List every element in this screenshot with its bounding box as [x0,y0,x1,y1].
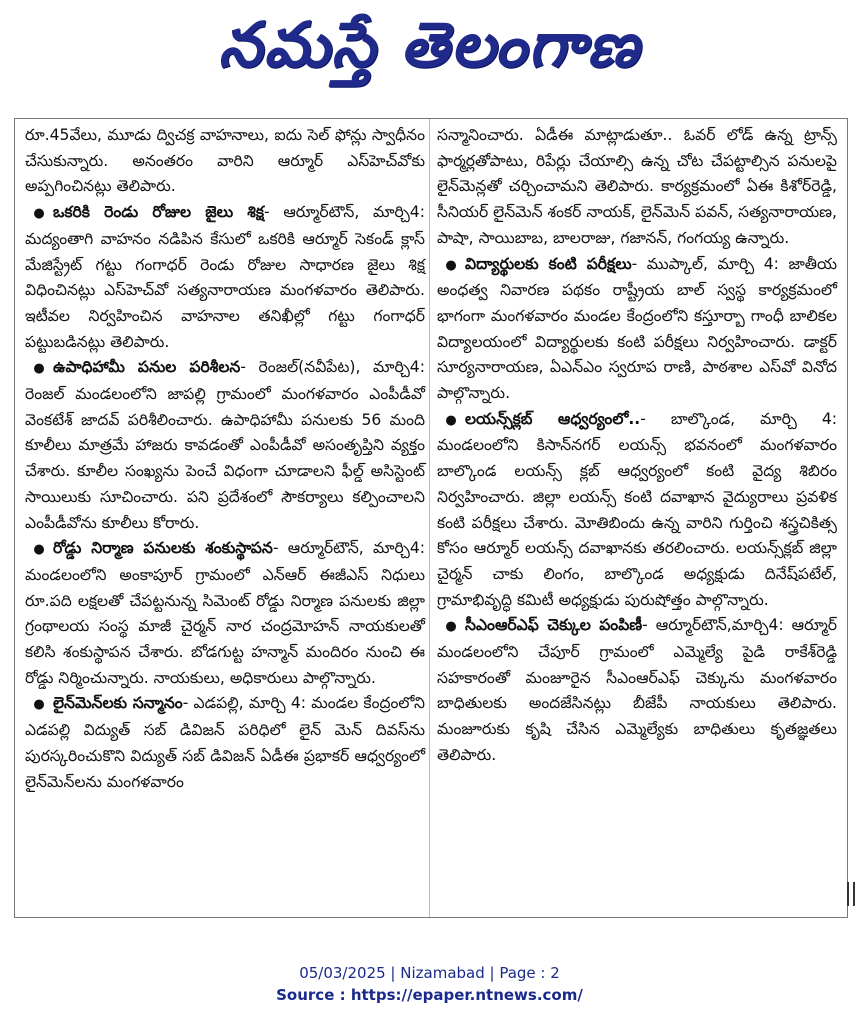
news-dateline: - బాల్కొండ, మార్చి 4: [640,409,838,428]
news-item [437,407,837,614]
newspaper-title: నమస్తే తెలంగాణ [218,8,641,81]
edition-info: 05/03/2025 | Nizamabad | Page : 2 [299,964,560,982]
news-headline: లయన్స్‌క్లబ్ ఆధ్వర్యంలో.. [465,409,641,428]
left-column [25,123,425,795]
news-item [437,613,837,768]
bullet-icon: ● [33,697,45,713]
news-headline: రోడ్డు నిర్మాణ పనులకు శంకుస్థాపన [53,539,273,558]
news-item [25,691,425,795]
right-intro-text: సన్మానించారు. ఏడీఈ మాట్లాడుతూ.. ఓవర్ లోడ్ ఉన్న ట్రాన్స్ ఫార్మర్లతోపాటు, రిపేర్లు చేయాల్సి ఉన్న చోట చేపట్టాల్సిన పనులపై లైన్‌మెన్లతో చర్చించామని తెలిపారు. కార్యక్రమంలో ఏఈ కిశోర్‌రెడ్డి, సీనియర్ లైన్‌మెన్ శంకర్ నాయక్, లైన్‌మెన్ పవన్, సత్యనారాయణ, పాషా, సాయిబాబ, బాలరాజు, గజానన్, గంగయ్య ఉన్నారు. [437,126,837,247]
scroll-handle[interactable] [847,882,855,906]
news-body: మండలంలోని అంకాపూర్ గ్రామంలో ఎన్‌ఆర్ ఈజీఎస్ నిధులు రూ.పది లక్షలతో చేపట్టనున్న సిమెంట్ రోడ్డు నిర్మాణ పనులకు జిల్లా గ్రంథాలయ సంస్థ మాజీ చైర్మన్ నార చంద్రమోహన్ నాయకులతో కలిసి శంకుస్థాపన చేశారు. బోడగుట్ట హన్మాన్ మందిరం నుంచి ఈ రోడ్డు నిర్మించున్నారు. నాయకులు, అధికారులు పాల్గొన్నారు. [25,565,425,687]
news-headline: విద్యార్థులకు కంటి పరీక్షలు [465,254,632,273]
news-dateline: - ఎడపల్లి, మార్చి 4: [182,694,306,713]
news-dateline: - ముప్కాల్, మార్చి 4: [631,254,779,273]
news-item [25,355,425,536]
news-body: జాతీయ అంధత్వ నివారణ పథకం రాష్ట్రీయ బాల్ స్వస్థ కార్యక్రమంలో భాగంగా మంగళవారం మండల కేంద్రంలోని కస్తూర్బా గాంధీ బాలికల విద్యాలయంలో విద్యార్థులకు కంటి పరీక్షలు నిర్వహించారు. డాక్టర్ సూర్యనారాయణ, ఏఎన్‌ఎం స్వరూప రాణి, పాఠశాల ఎస్‌వో వినోద పాల్గొన్నారు. [437,254,837,403]
bullet-icon: ● [33,361,45,377]
bullet-icon: ● [445,619,457,635]
news-body: రెంజల్ మండలంలోని జాపల్లి గ్రామంలో మంగళవారం ఎంపీడీవో వెంకటేశ్ జాదవ్ పరిశీలించారు. ఉపాధిహామీ పనులకు 56 మంది కూలీలు మాత్రమే హాజరు కావడంతో ఎంపీడీవో అసంతృప్తిని వ్యక్తం చేశారు. కూలీల సంఖ్యను పెంచే విధంగా చూడాలని ఫీల్డ్ అసిస్టెంట్ సాయిలుకు సూచించారు. పని ప్రదేశంలో సౌకర్యాలు కల్పించాలని ఎంపీడీవోను కూలీలు కోరారు. [25,385,425,532]
news-dateline: - ఆర్మూర్‌టౌన్, మార్చి4: [264,203,425,222]
news-dateline: - రెంజల్(నవీపేట), మార్చి4: [240,358,425,377]
news-headline: లైన్‌మెన్‌లకు సన్మానం [53,694,183,713]
column-divider [429,119,430,917]
bullet-icon: ● [33,206,45,222]
news-body: మండల కేంద్రంలోని ఎడపల్లి విద్యుత్ సబ్ డివిజన్ పరిధిలో లైన్ మెన్ దివస్‌ను పురస్కరించుకొని విద్యుత్ సబ్ డివిజన్ ఏడీఈ ప్రభాకర్ ఆధ్వర్యంలో లైన్‌మెన్‌లను మంగళవారం [25,694,425,791]
news-dateline: - ఆర్మూర్‌టౌన్,మార్చి4: [642,616,784,635]
news-item [25,536,425,691]
right-column [437,123,837,769]
news-dateline: - ఆర్మూర్‌టౌన్, మార్చి4: [272,539,425,558]
bullet-icon: ● [445,412,457,428]
bullet-icon: ● [445,257,457,273]
bullet-icon: ● [33,542,45,558]
source-link[interactable]: Source : https://epaper.ntnews.com/ [276,986,583,1004]
news-body: మండలంలోని కిసాన్‌నగర్ లయన్స్ భవనంలో మంగళవారం బాల్కొండ లయన్స్ క్లబ్ ఆధ్వర్యంలో కంటి వైద్య శిబిరం నిర్వహించారు. జిల్లా లయన్స్ కంటి దవాఖాన వైద్యురాలు ప్రవళిక కంటి పరీక్షలు చేశారు. మోతిబిందు ఉన్న వారిని గుర్తించి శస్త్రచికిత్స కోసం ఆర్మూర్ లయన్స్ దవాఖానకు తరలించారు. లయన్స్‌క్లబ్ జిల్లా చైర్మన్ చాకు లింగం, బాల్కొండ అధ్యక్షుడు దినేష్‌పటేల్, గ్రామాభివృద్ధి కమిటీ అధ్యక్షుడు పురుషోత్తం పాల్గొన్నారు. [437,436,837,609]
news-body: ఆర్మూర్ మండలంలోని చేపూర్ గ్రామంలో ఎమ్మెల్యే పైడి రాకేశ్‌రెడ్డి సహకారంతో మంజూరైన సీఎంఆర్‌ఎఫ్ చెక్కును మంగళవారం బాధితులకు అందజేసినట్లు బీజేపీ నాయకులు తెలిపారు. మంజూరుకు కృషి చేసిన ఎమ్మెల్యేకు బాధితులు కృతజ్ఞతలు తెలిపారు. [437,616,837,764]
news-item [25,200,425,355]
masthead [0,0,859,118]
news-headline: సీఎంఆర్‌ఎఫ్ చెక్కుల పంపిణీ [465,616,643,635]
footer [0,962,859,1006]
news-clipping [14,118,848,918]
news-item [437,252,837,407]
news-headline: ఒకరికి రెండు రోజుల జైలు శిక్ష [53,203,265,222]
left-intro-text: రూ.45వేలు, మూడు ద్విచక్ర వాహనాలు, ఐదు సెల్ ఫోన్లు స్వాధీనం చేసుకున్నారు. అనంతరం వారిని ఆర్మూర్ ఎస్‌హెచ్‌వోకు అప్పగించినట్లు తెలిపారు. [25,126,425,196]
news-headline: ఉపాధిహామీ పనుల పరిశీలన [53,358,241,377]
news-body: మద్యంతాగి వాహనం నడిపిన కేసులో ఒకరికి ఆర్మూర్ సెకండ్ క్లాస్ మేజిస్ట్రేట్ గట్టు గంగాధర్ రెండు రోజుల సాధారణ జైలు శిక్ష విధించినట్లు ఎస్‌హెచ్‌వో సత్యనారాయణ మంగళవారం తెలిపారు. ఇటీవల నిర్వహించిన వాహనాల తనిఖీల్లో గట్టు గంగాధర్ పట్టుబడినట్లు తెలిపారు. [25,229,425,351]
